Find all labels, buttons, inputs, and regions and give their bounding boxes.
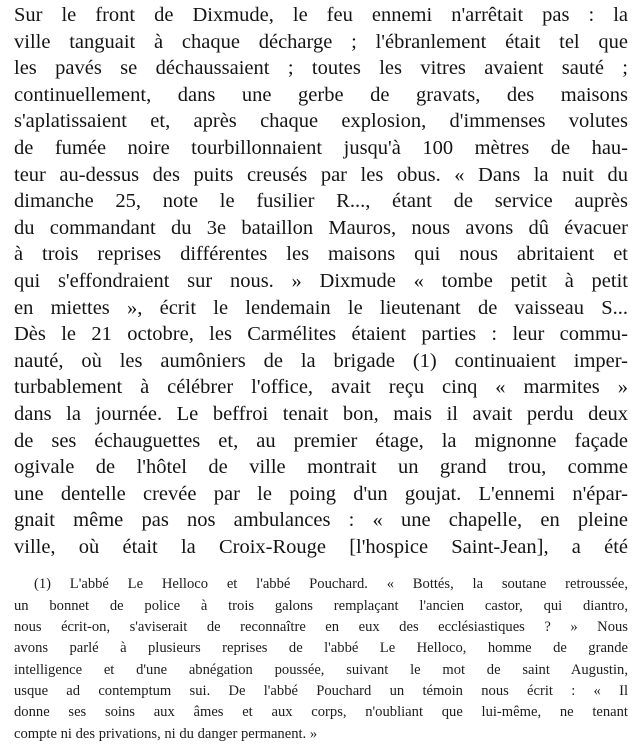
footnote-line: usque ad contemptum sui. De l'abbé Pouchard un témoin nous écrit : « Il	[14, 682, 628, 699]
text-line: du commandant du 3e bataillon Mauros, nous avons dû évacuer	[14, 216, 628, 239]
text-line: ville, où était la Croix-Rouge [l'hospice Saint-Jean], a été	[14, 535, 628, 558]
text-line: teur au-dessus des puits creusés par les obus. « Dans la nuit du	[14, 163, 628, 186]
book-page	[14, 2, 628, 745]
footnote-line: un bonnet de police à trois galons remplaçant l'ancien castor, qui diantro,	[14, 597, 628, 614]
text-line: une dentelle crevée par le poing d'un goujat. L'ennemi n'épar-	[14, 482, 628, 505]
footnote	[14, 574, 628, 744]
text-line: de fumée noire tourbillonnaient jusqu'à 100 mètres de hau-	[14, 136, 628, 159]
text-line: Sur le front de Dixmude, le feu ennemi n'arrêtait pas : la	[14, 4, 628, 26]
footnote-line: intelligence et d'une abnégation poussée, suivant le mot de saint Augustin,	[14, 661, 628, 678]
text-line: turbablement à célébrer l'office, avait reçu cinq « marmites »	[14, 376, 628, 399]
text-line: ogivale de l'hôtel de ville montrait un grand trou, comme	[14, 456, 628, 479]
text-line: continuellement, dans une gerbe de gravats, des maisons	[14, 83, 628, 106]
text-line: ville tanguait à chaque décharge ; l'ébranlement était tel que	[14, 30, 628, 53]
text-line: en miettes », écrit le lendemain le lieutenant de vaisseau S...	[14, 296, 628, 319]
footnote-line: (1) L'abbé Le Helloco et l'abbé Pouchard. « Bottés, la soutane retroussée,	[34, 576, 628, 593]
footnote-line: donne ses soins aux âmes et aux corps, n'oubliant que lui-même, ne tenant	[14, 704, 628, 721]
section-spacer	[14, 560, 628, 574]
main-text	[14, 2, 628, 560]
text-line: les pavés se déchaussaient ; toutes les vitres avaient sauté ;	[14, 57, 628, 80]
text-line: gnait même pas nos ambulances : « une chapelle, en pleine	[14, 509, 628, 532]
text-line: à trois reprises différentes les maisons qui nous abritaient et	[14, 243, 628, 266]
text-line: Dès le 21 octobre, les Carmélites étaient parties : leur commu-	[14, 323, 628, 346]
footnote-line: nous écrit-on, s'aviserait de reconnaître en eux des ecclésiastiques ? » Nous	[14, 619, 628, 636]
text-line: dans la journée. Le beffroi tenait bon, mais il avait perdu deux	[14, 402, 628, 425]
text-line: de ses échauguettes et, au premier étage, la mignonne façade	[14, 429, 628, 452]
text-line: nauté, où les aumôniers de la brigade (1) continuaient imper-	[14, 349, 628, 372]
text-line: dimanche 25, note le fusilier R..., étant de service auprès	[14, 190, 628, 213]
footnote-line: compte ni des privations, ni du danger permanent. »	[14, 725, 318, 742]
text-line: qui s'effondraient sur nous. » Dixmude « tombe petit à petit	[14, 269, 628, 292]
text-line: s'aplatissaient et, après chaque explosion, d'immenses volutes	[14, 110, 628, 133]
footnote-line: avons parlé à plusieurs reprises de l'abbé Le Helloco, homme de grande	[14, 640, 628, 657]
